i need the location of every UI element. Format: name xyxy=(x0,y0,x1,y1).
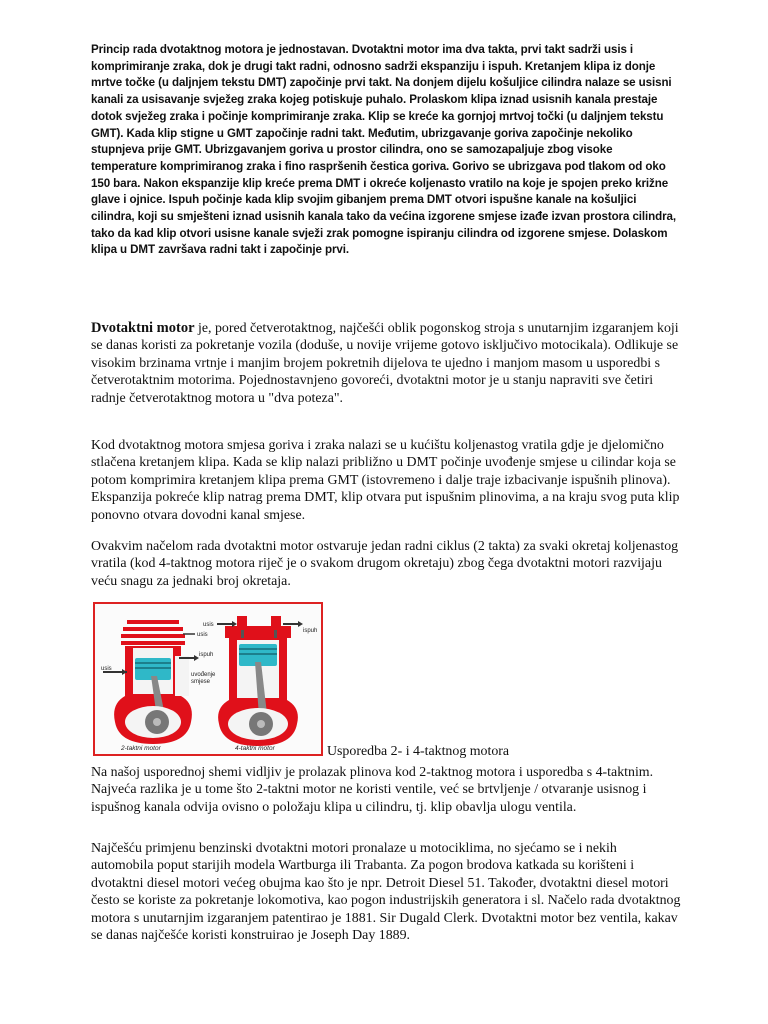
label-ispuh-right: ispuh xyxy=(303,628,318,634)
definition-text: je, pored četverotaktnog, najčešći oblik pogonskog stroja s unutarnjim izgaranjem koji se danas koristi za pokretanje vozila (doduše, u novije vrijeme gotovo isključivo motocikala). Odlikuje se visokim brzinama vrtnje i manjim brojem pokretnih dijelova te ujedno i manjom masom u usporedbi s četverotaktnim motorima. Pojednostavnjeno govoreći, dvotaktni motor je u stanju napraviti sve četiri radnje četverotaktnog motora u "dva poteza". xyxy=(91,321,679,406)
four-stroke-engine-drawing xyxy=(217,616,303,746)
mixture-paragraph: Kod dvotaktnog motora smjesa goriva i zraka nalazi se u kućištu koljenastog vratila gdje je djelomično stlačena kretanjem klipa. Kada se klip nalazi približno u DMT počinje uvođenje smjese u cilindar koja se potom komprimira kretanjem klipa prema GMT (istovremeno i dalje traje izbacivanje ispušnih plinova). Ekspanzija pokreće klip natrag prema DMT, klip otvara put ispušnim plinovima, a na kraju svog puta klip ponovno otvara dovodni kanal smjese. xyxy=(91,438,680,523)
label-usis-right: usis xyxy=(203,622,214,628)
label-four-stroke: 4-taktni motor xyxy=(235,745,275,752)
history-paragraph: Najčešću primjenu benzinski dvotaktni motori pronalaze u motociklima, no sjećamo se i nekih automobila poput starijih modela Wartburga ili Trabanta. Za pogon brodova katkada su korišteni i dvotaktni diesel motori većeg obujma kao što je npr. Detroit Diesel 51. Također, dvotaktni diesel motori često se koriste za pokretanje lokomotiva, kao pogon industrijskih generatora i sl. Načelo rada dvotaktnog motora s unutarnjim izgaranjem patentirao je 1881. Sir Dugald Clerk. Dvotaktni motor bez ventila, kakav se danas najčešće koristi konstruirao je Joseph Day 1889. xyxy=(91,841,681,944)
engine-diagram xyxy=(95,604,321,754)
two-stroke-engine-drawing xyxy=(103,620,199,744)
intro-paragraph: Princip rada dvotaktnog motora je jednostavan. Dvotaktni motor ima dva takta, prvi takt sadrži usis i komprimiranje zraka, dok je drugi takt radni, odnosno sadrži ekspanziju i ispuh. Kretanjem klipa iz donje mrtve točke (u daljnjem tekstu DMT) započinje prvi takt. Na donjem dijelu košuljice cilindra nalaze se usisni kanali za usisavanje svježeg zraka kojeg potiskuje puhalo. Prolaskom klipa iznad usisnih kanala prestaje dotok svježeg zraka i počinje komprimiranje zraka. Klip se kreće ka gornjoj mrtvoj točki (u daljnjem tekstu GMT). Kada klip stigne u GMT započinje radni takt. Međutim, ubrizgavanje goriva započinje nekoliko stupnjeva prije GMT. Ubrizgavanjem goriva u prostor cilindra, ono se samozapaljuje zbog visoke temperature komprimiranog zraka i fino raspršenih čestica goriva. Gorivo se ubrizgava pod tlakom od oko 150 bara. Nakon ekspanzije klip kreće prema DMT i okreće koljenasto vratilo na koje je spojen preko križne glave i ojnice. Ispuh počinje kada klip svojim gibanjem prema DMT otvori ispušne kanale na košuljici cilindra, koji su smješteni iznad usisnih kanala tako da većina izgorene smjese izađe izvan prostora cilindra, tako da kad klip otvori usisne kanale svježi zrak pomogne ispiranju cilindra od izgorene smjese. Dolaskom klipa u DMT završava radni takt i započinje prvi. xyxy=(91,43,676,257)
label-two-stroke: 2-taktni motor xyxy=(121,745,161,752)
engine-comparison-figure xyxy=(93,602,323,756)
definition-paragraph xyxy=(91,320,681,407)
label-usis-top: usis xyxy=(197,632,208,638)
comparison-paragraph: Na našoj usporednoj shemi vidljiv je prolazak plinova kod 2-taktnog motora i usporedba s 4-taktnim. Najveća razlika je u tome što 2-taktni motor ne koristi ventile, već se brtvljenje / otvaranje usisnog i ispušnog kanala odvija ovisno o položaju klipa u cilindru, tj. klip obavlja ulogu ventila. xyxy=(91,765,654,815)
label-ispuh-left: ispuh xyxy=(199,652,214,658)
label-usis-side: usis xyxy=(101,666,112,672)
figure-caption: Usporedba 2- i 4-taktnog motora xyxy=(327,744,510,759)
definition-term: Dvotaktni motor xyxy=(91,320,195,336)
label-smjesa: smjese xyxy=(191,679,211,685)
cycle-paragraph: Ovakvim načelom rada dvotaktni motor ostvaruje jedan radni ciklus (2 takta) za svaki okretaj koljenastog vratila (kod 4-taktnog motora riječ je o svakom drugom okretaju) zbog čega dvotaktni motori razvijaju veću snagu za jednaki broj okretaja. xyxy=(91,539,679,589)
label-uvodjenje: uvođenje xyxy=(191,672,216,678)
